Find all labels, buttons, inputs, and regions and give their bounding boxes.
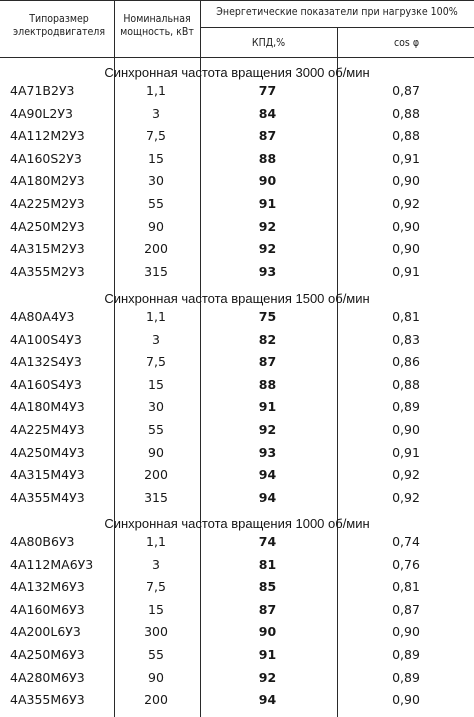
table-row — [0, 670, 474, 692]
cell-efficiency: 85 — [258, 579, 277, 595]
header-cos: cos φ — [393, 37, 420, 49]
table-row — [0, 534, 474, 556]
cell-power: 55 — [148, 196, 164, 211]
cell-efficiency: 93 — [258, 263, 277, 279]
cell-power: 15 — [148, 150, 164, 166]
cell-power: 200 — [144, 241, 168, 257]
cell-power: 15 — [148, 376, 164, 392]
table-row — [0, 445, 474, 467]
cell-model: 4А132S4У3 — [10, 354, 82, 370]
cell-model: 4А250М2У3 — [10, 218, 85, 234]
table-row — [0, 332, 474, 354]
table-row — [0, 557, 474, 579]
cell-cos-phi: 0,88 — [392, 105, 420, 121]
cell-cos-phi: 0,92 — [392, 467, 420, 483]
table-row — [0, 579, 474, 601]
cell-model: 4А112МА6У3 — [10, 556, 94, 572]
cell-cos-phi: 0,74 — [392, 534, 420, 549]
cell-power: 315 — [144, 489, 168, 505]
cell-efficiency: 90 — [258, 624, 277, 640]
cell-cos-phi: 0,90 — [392, 218, 420, 234]
cell-cos-phi: 0,81 — [392, 309, 420, 324]
cell-model: 4А132М6У3 — [10, 579, 85, 595]
cell-cos-phi: 0,88 — [392, 128, 420, 144]
cell-efficiency: 91 — [258, 647, 277, 662]
cell-power: 300 — [144, 624, 168, 640]
cell-cos-phi: 0,83 — [392, 331, 420, 347]
cell-efficiency: 94 — [258, 489, 277, 505]
cell-model: 4А355М4У3 — [10, 489, 85, 505]
cell-model: 4А160S4У3 — [10, 376, 82, 392]
header-model-line1: Типоразмер — [29, 13, 89, 25]
cell-model: 4А200L6У3 — [10, 624, 81, 640]
cell-cos-phi: 0,87 — [392, 83, 420, 98]
table-row — [0, 196, 474, 218]
cell-model: 4А250М4У3 — [10, 444, 85, 460]
cell-efficiency: 94 — [258, 692, 277, 708]
cell-efficiency: 92 — [258, 422, 277, 437]
cell-cos-phi: 0,87 — [392, 601, 420, 617]
table-row — [0, 624, 474, 646]
table-row — [0, 377, 474, 399]
cell-power: 315 — [144, 263, 168, 279]
cell-cos-phi: 0,90 — [392, 624, 420, 640]
cell-efficiency: 93 — [258, 444, 277, 460]
cell-efficiency: 74 — [258, 534, 277, 549]
section-title: Синхронная частота вращения 3000 об/мин — [104, 65, 370, 80]
cell-power: 1,1 — [146, 309, 166, 324]
cell-power: 90 — [148, 444, 164, 460]
cell-efficiency: 91 — [258, 399, 277, 415]
table-row — [0, 692, 474, 714]
cell-efficiency: 92 — [258, 241, 277, 257]
cell-cos-phi: 0,81 — [392, 579, 420, 595]
cell-model: 4А180М4У3 — [10, 399, 85, 415]
cell-cos-phi: 0,90 — [392, 241, 420, 257]
cell-efficiency: 81 — [258, 556, 277, 572]
cell-model: 4А355М6У3 — [10, 692, 85, 708]
cell-cos-phi: 0,76 — [392, 556, 420, 572]
cell-model: 4А160М6У3 — [10, 601, 85, 617]
cell-power: 3 — [152, 556, 160, 572]
cell-power: 7,5 — [146, 579, 166, 595]
cell-power: 30 — [148, 399, 164, 415]
cell-cos-phi: 0,90 — [392, 422, 420, 437]
cell-cos-phi: 0,92 — [392, 489, 420, 505]
cell-efficiency: 90 — [258, 173, 277, 189]
cell-efficiency: 87 — [258, 128, 277, 144]
cell-power: 55 — [148, 422, 164, 437]
section-title: Синхронная частота вращения 1000 об/мин — [104, 516, 370, 531]
cell-cos-phi: 0,89 — [392, 647, 420, 662]
table-row — [0, 309, 474, 331]
cell-cos-phi: 0,89 — [392, 669, 420, 685]
table-row — [0, 354, 474, 376]
table-row — [0, 264, 474, 286]
cell-efficiency: 92 — [258, 669, 277, 685]
table-row — [0, 151, 474, 173]
cell-efficiency: 87 — [258, 601, 277, 617]
cell-model: 4А80А4У3 — [10, 309, 75, 324]
cell-efficiency: 92 — [258, 218, 277, 234]
cell-cos-phi: 0,89 — [392, 399, 420, 415]
cell-model: 4А180М2У3 — [10, 173, 85, 189]
cell-efficiency: 88 — [258, 376, 277, 392]
table-row — [0, 399, 474, 421]
cell-efficiency: 91 — [258, 196, 277, 211]
cell-cos-phi: 0,90 — [392, 692, 420, 708]
cell-efficiency: 77 — [258, 83, 277, 98]
header-power-line2: мощность, кВт — [120, 26, 194, 38]
table-header-bottom-rule — [0, 57, 474, 58]
section-title: Синхронная частота вращения 1500 об/мин — [104, 291, 370, 306]
cell-cos-phi: 0,91 — [392, 263, 420, 279]
header-eff: КПД,% — [251, 37, 286, 49]
cell-model: 4А280М6У3 — [10, 669, 85, 685]
table-row — [0, 128, 474, 150]
cell-model: 4А315М4У3 — [10, 467, 85, 483]
cell-cos-phi: 0,88 — [392, 376, 420, 392]
cell-model: 4А250М6У3 — [10, 647, 85, 662]
cell-power: 30 — [148, 173, 164, 189]
table-row — [0, 173, 474, 195]
cell-efficiency: 82 — [258, 331, 277, 347]
cell-model: 4А71В2У3 — [10, 83, 75, 98]
cell-power: 3 — [152, 331, 160, 347]
cell-cos-phi: 0,92 — [392, 196, 420, 211]
cell-efficiency: 75 — [258, 309, 277, 324]
table-row — [0, 490, 474, 512]
cell-efficiency: 84 — [258, 105, 277, 121]
cell-model: 4А315М2У3 — [10, 241, 85, 257]
cell-cos-phi: 0,90 — [392, 173, 420, 189]
cell-power: 55 — [148, 647, 164, 662]
header-model — [6, 13, 112, 39]
cell-power: 90 — [148, 218, 164, 234]
cell-model: 4А225М2У3 — [10, 196, 85, 211]
cell-model: 4А225М4У3 — [10, 422, 85, 437]
table-row — [0, 83, 474, 105]
table-row — [0, 106, 474, 128]
table-row — [0, 219, 474, 241]
header-power-line1: Номинальная — [123, 13, 191, 25]
cell-model: 4А112М2У3 — [10, 128, 85, 144]
cell-efficiency: 88 — [258, 150, 277, 166]
cell-efficiency: 94 — [258, 467, 277, 483]
table-row — [0, 422, 474, 444]
cell-efficiency: 87 — [258, 354, 277, 370]
header-model-line2: электродвигателя — [12, 26, 106, 38]
cell-power: 3 — [152, 105, 160, 121]
cell-power: 1,1 — [146, 83, 166, 98]
table-row — [0, 241, 474, 263]
cell-model: 4А160S2У3 — [10, 150, 82, 166]
table-row — [0, 602, 474, 624]
cell-model: 4А100S4У3 — [10, 331, 82, 347]
table-top-rule — [0, 0, 474, 1]
cell-model: 4А80В6У3 — [10, 534, 75, 549]
cell-model: 4А90L2У3 — [10, 105, 73, 121]
cell-model: 4А355М2У3 — [10, 263, 85, 279]
cell-cos-phi: 0,91 — [392, 150, 420, 166]
cell-power: 200 — [144, 692, 168, 708]
cell-cos-phi: 0,86 — [392, 354, 420, 370]
cell-power: 7,5 — [146, 354, 166, 370]
cell-power: 15 — [148, 601, 164, 617]
table-row — [0, 467, 474, 489]
table-row — [0, 647, 474, 669]
cell-cos-phi: 0,91 — [392, 444, 420, 460]
header-energy: Энергетические показатели при нагрузке 100% — [216, 6, 458, 18]
header-power — [116, 13, 198, 39]
cell-power: 90 — [148, 669, 164, 685]
cell-power: 7,5 — [146, 128, 166, 144]
cell-power: 200 — [144, 467, 168, 483]
cell-power: 1,1 — [146, 534, 166, 549]
